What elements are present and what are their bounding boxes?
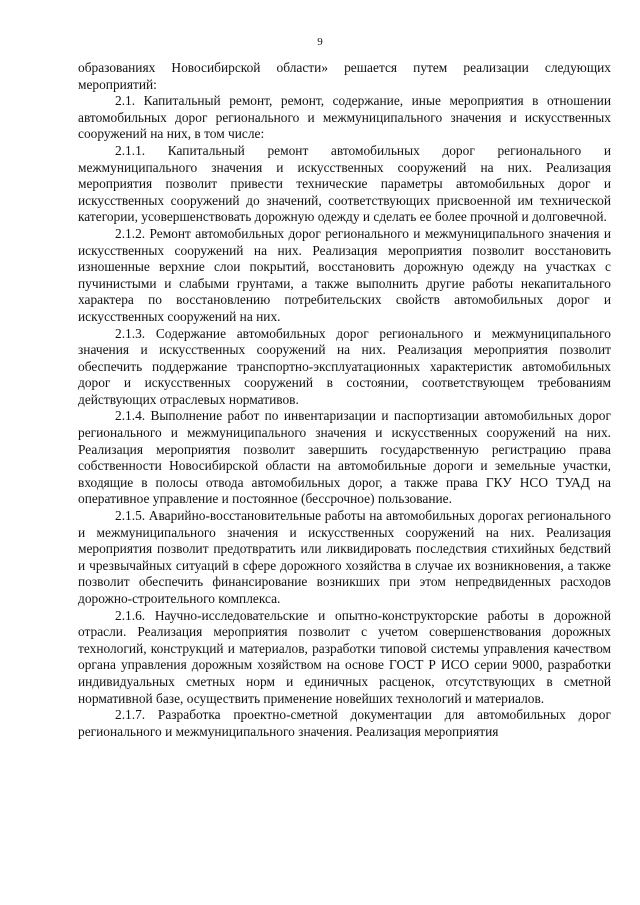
paragraph-2-1-3: 2.1.3. Содержание автомобильных дорог регионального и межмуниципального значения и искусственных сооружений на них. Реализация мероприятия позволит обеспечить поддержание транспортно-эксплуатационных характеристик автомобильных дорог и искусственных сооружений в состоянии, соответствующем требованиям действующих отраслевых нормативов. <box>78 325 611 407</box>
paragraph-2-1-4: 2.1.4. Выполнение работ по инвентаризации и паспортизации автомобильных дорог регионального и межмуниципального значения и искусственных сооружений на них. Реализация мероприятия позволит завершить государственную регистрацию права собственности Новосибирской области на автомобильные дороги и земельные участки, входящие в полосы отвода автомобильных дорог, а также права ГКУ НСО ТУАД на оперативное управление и постоянное (бессрочное) пользование. <box>78 408 611 507</box>
document-body <box>78 60 611 740</box>
paragraph-2-1-5: 2.1.5. Аварийно-восстановительные работы на автомобильных дорогах регионального и межмуниципального значения и искусственных сооружений на них. Реализация мероприятия позволит предотвратить или ликвидировать последствия стихийных бедствий и чрезвычайных ситуаций в сфере дорожного хозяйства в случае их возникновения, а также позволит обеспечить финансирование возникших при этом непредвиденных расходов дорожно-строительного комплекса. <box>78 508 611 606</box>
paragraph-2-1-6: 2.1.6. Научно-исследовательские и опытно-конструкторские работы в дорожной отрасли. Реализация мероприятия позволит с учетом совершенствования дорожных технологий, конструкций и материалов, разработки типовой системы управления качеством органа управления дорожным хозяйством на основе ГОСТ Р ИСО серии 9000, разработки индивидуальных сметных норм и единичных расценок, отсутствующих в сметной нормативной базе, осуществить применение новейших технологий и материалов. <box>78 607 611 706</box>
paragraph-intro: образованиях Новосибирской области» решается путем реализации следующих мероприятий: <box>78 60 611 92</box>
paragraph-2-1-7: 2.1.7. Разработка проектно-сметной документации для автомобильных дорог регионального и межмуниципального значения. Реализация мероприятия <box>78 707 611 739</box>
page-number: 9 <box>317 36 323 48</box>
paragraph-2-1-1: 2.1.1. Капитальный ремонт автомобильных дорог регионального и межмуниципального значения и искусственных сооружений на них. Реализация мероприятия позволит привести технические параметры автомобильных дорог и искусственных сооружений до значений, соответствующих присвоенной им технической категории, усовершенствовать дорожную одежду и сделать ее более прочной и долговечной. <box>78 142 611 225</box>
paragraph-2-1-2: 2.1.2. Ремонт автомобильных дорог регионального и межмуниципального значения и искусственных сооружений на них. Реализация мероприятия позволит восстановить изношенные верхние слои покрытий, восстановить дорожную одежду на участках с пучинистыми и слабыми грунтами, а также выполнить другие работы некапитального характера по восстановлению потребительских свойств автомобильных дорог и искусственных сооружений на них. <box>78 225 611 324</box>
paragraph-2-1: 2.1. Капитальный ремонт, ремонт, содержание, иные мероприятия в отношении автомобильных дорог регионального и межмуниципального значения и искусственных сооружений на них, в том числе: <box>78 93 611 142</box>
